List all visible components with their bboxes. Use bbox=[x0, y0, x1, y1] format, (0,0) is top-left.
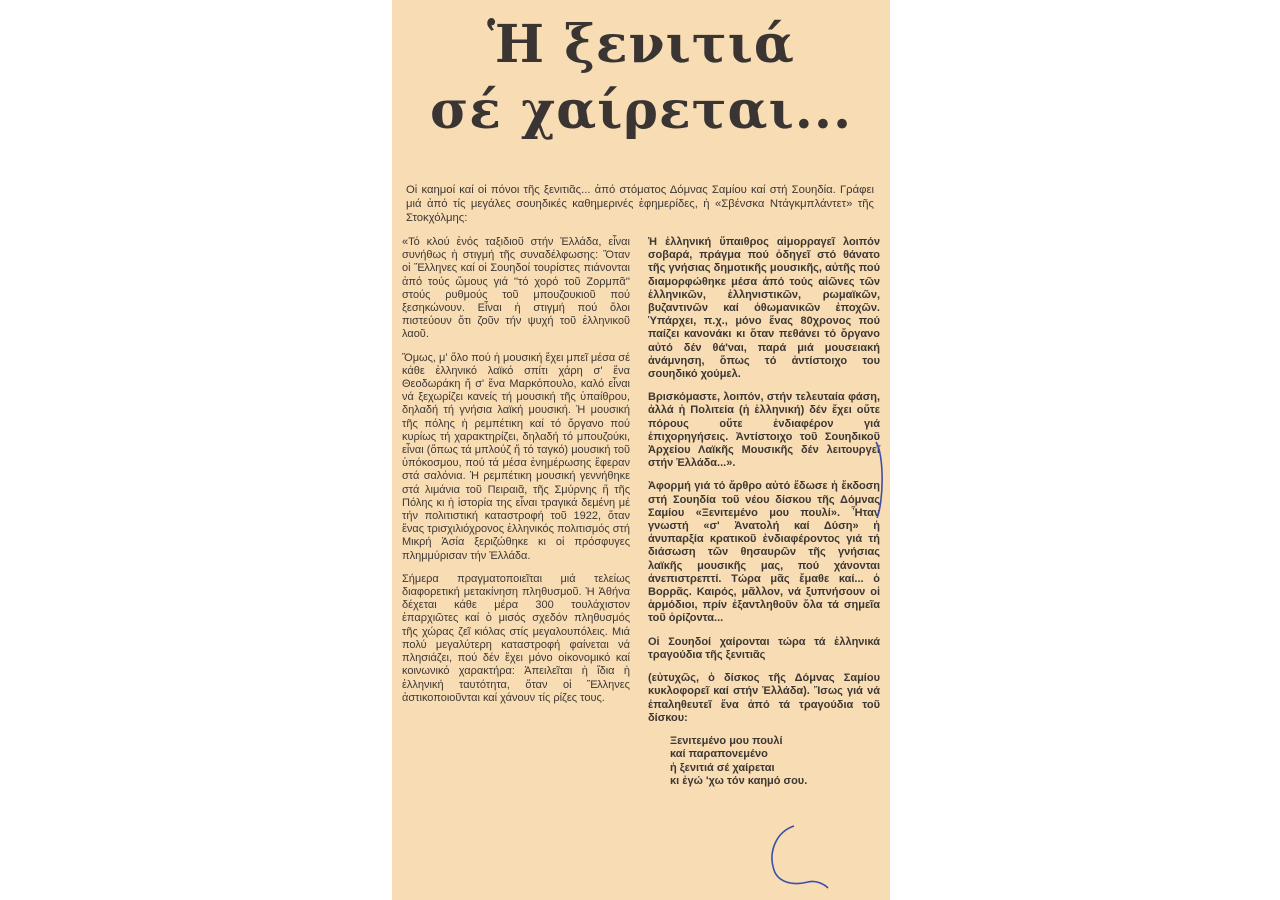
headline-line-2: σέ χαίρεται... bbox=[429, 80, 853, 141]
right-column bbox=[648, 236, 880, 789]
right-paragraph-4: Οἱ Σουηδοί χαίρονται τώρα τά ἑλληνικά τραγούδια τῆς ξενιτιᾶς bbox=[648, 635, 880, 661]
headline-line-1: Ἡ ξενιτιά bbox=[487, 14, 795, 75]
right-paragraph-1: Ἡ ἑλληνική ὕπαιθρος αἱμορραγεῖ λοιπόν σοβαρά, πράγμα πού ὁδηγεῖ στό θάνατο τῆς γνήσιας δημοτικῆς μουσικῆς, αὐτῆς πού διαμορφώθηκε μέσα ἀπό τούς αἰῶνες τῶν ἑλληνικῶν, ἑλληνιστικῶν, ρωμαϊκῶν, βυζαντινῶν καί ὀθωμανικῶν ἐποχῶν. Ὑπάρχει, π.χ., μόνο ἕνας 80χρονος πού παίζει κανονάκι κι ὅταν πεθάνει τό ὄργανο αὐτό δέν θά'ναι, παρά μιά μουσειακή ἀνάμνηση, ὅπως τό ἀντίστοιχο του σουηδικό χούμελ. bbox=[648, 236, 880, 381]
right-paragraph-5: (εὐτυχῶς, ὁ δίσκος τῆς Δόμνας Σαμίου κυκλοφορεῖ καί στήν Ἑλλάδα). Ἴσως γιά νά ἐπαληθευτεῖ ἕνα ἀπό τά τραγούδια τοῦ δίσκου: bbox=[648, 672, 880, 724]
headline bbox=[392, 12, 890, 144]
song-verse: Ξενιτεμένο μου πουλί καί παραπονεμένο ἡ ξενιτιά σέ χαίρεται κι ἐγώ 'χω τόν καημό σου. bbox=[670, 734, 808, 788]
left-column bbox=[402, 236, 630, 715]
pen-scribble-mark bbox=[754, 822, 834, 892]
lead-paragraph: Οἱ καημοί καί οἱ πόνοι τῆς ξενιτιᾶς... ἀπό στόματος Δόμνας Σαμίου καί στή Σουηδία. Γράφει μιά ἀπό τίς μεγάλες σουηδικές καθημερινές ἐφημερίδες, ἡ «Σβένσκα Ντάγκμπλάντετ» τῆς Στοκχόλμης: bbox=[406, 184, 874, 224]
newspaper-clipping bbox=[392, 0, 890, 900]
left-paragraph-1: «Τό κλού ἑνός ταξιδιοῦ στήν Ἑλλάδα, εἶναι συνήθως ἡ στιγμή τῆς συναδέλφωσης: Ὅταν οἱ Ἕλληνες καί οἱ Σουηδοί τουρίστες πιάνονται ἀπό τούς ὤμους γιά ''τό χορό τοῦ Ζορμπᾶ'' στούς ρυθμούς τοῦ μπουζουκιοῦ πού ξεσηκώνουν. Εἶναι ἡ στιγμή πού ὅλοι πιστεύουν ὅτι ζοῦν τήν ψυχή τοῦ ἑλληνικοῦ λαοῦ. bbox=[402, 236, 630, 341]
right-paragraph-3: Ἀφορμή γιά τό ἄρθρο αὐτό ἔδωσε ἡ ἔκδοση στή Σουηδία τοῦ νέου δίσκου τῆς Δόμνας Σαμίου «Ξενιτεμένο μου πουλί». Ἦταν γνωστή «σ' Ἀνατολή καί Δύση» ἡ ἀνυπαρξία κρατικοῦ ἐνδιαφέροντος γιά τή διάσωση τῶν θησαυρῶν τῆς γνήσιας λαϊκῆς μουσικῆς μας, πού χάνονται ἀνεπιστρεπτί. Τώρα μᾶς ἔμαθε καί... ὁ Βορρᾶς. Καιρός, μᾶλλον, νά ξυπνήσουν οἱ ἁρμόδιοι, πρίν ἐξαντληθοῦν ὅλα τά σημεῖα τοῦ ὁρίζοντα... bbox=[648, 480, 880, 625]
left-paragraph-2: Ὅμως, μ' ὅλο πού ἡ μουσική ἔχει μπεῖ μέσα σέ κάθε ἑλληνικό λαϊκό σπίτι χάρη σ' ἕνα Θεοδωράκη ἤ σ' ἕνα Μαρκόπουλο, καλό εἶναι νά ξεχωρίζει κανείς τή μουσική τῆς ὑπαίθρου, δηλαδή τή γνήσια λαϊκή μουσική. Ἡ μουσική τῆς πόλης ἡ ρεμπέτικη καί τό ὄργανο πού κυρίως τή χαρακτηρίζει, δηλαδή τό μπουζούκι, εἶναι (ὅπως τά μπλούζ ἤ τό ταγκό) μουσική τοῦ ὑπόκοσμου, πού τά μέσα ἐνημέρωσης ἔφεραν στά σαλόνια. Ἡ ρεμπέτικη μουσική γεννήθηκε στά λιμάνια τοῦ Πειραιᾶ, τῆς Σμύρνης ἤ τῆς Πόλης κι ἡ ἱστορία της εἶναι τραγικά δεμένη μέ τήν πολιτιστική καταστροφή τοῦ 1922, ὅταν ἕνας τρισχιλιόχρονος ἑλληνικός πολιτισμός στή Μικρή Ἀσία ξεριζώθηκε κι οἱ πρόσφυγες πλημμύρισαν τήν Ἑλλάδα. bbox=[402, 351, 630, 562]
right-paragraph-2: Βρισκόμαστε, λοιπόν, στήν τελευταία φάση, ἀλλά ἡ Πολιτεία (ἡ ἑλληνική) δέν ἔχει οὔτε πόρους οὔτε ἐνδιαφέρον γιά ἐπιχορηγήσεις. Ἀντίστοιχο τοῦ Σουηδικοῦ Ἀρχείου Λαϊκῆς Μουσικῆς δέν λειτουργεῖ στήν Ἑλλάδα...». bbox=[648, 391, 880, 470]
left-paragraph-3: Σήμερα πραγματοποιεῖται μιά τελείως διαφορετική μετακίνηση πληθυσμοῦ. Ἡ Ἀθήνα δέχεται κάθε μέρα 300 τουλάχιστον ἐπαρχιῶτες καί ὁ μισός σχεδόν πληθυσμός τῆς χώρας ζεῖ κιόλας στίς μεγαλουπόλεις. Μιά πολύ μεγαλύτερη καταστροφή φαίνεται νά πλησιάζει, πού δέν ἔχει μόνο οἰκονομικό καί κοινωνικό χαρακτήρα: Ἀπειλεῖται ἡ ἴδια ἡ ἑλληνική ταυτότητα, ὅταν οἱ Ἕλληνες ἀστικοποιοῦνται καί χάνουν τίς ρίζες τους. bbox=[402, 572, 630, 704]
